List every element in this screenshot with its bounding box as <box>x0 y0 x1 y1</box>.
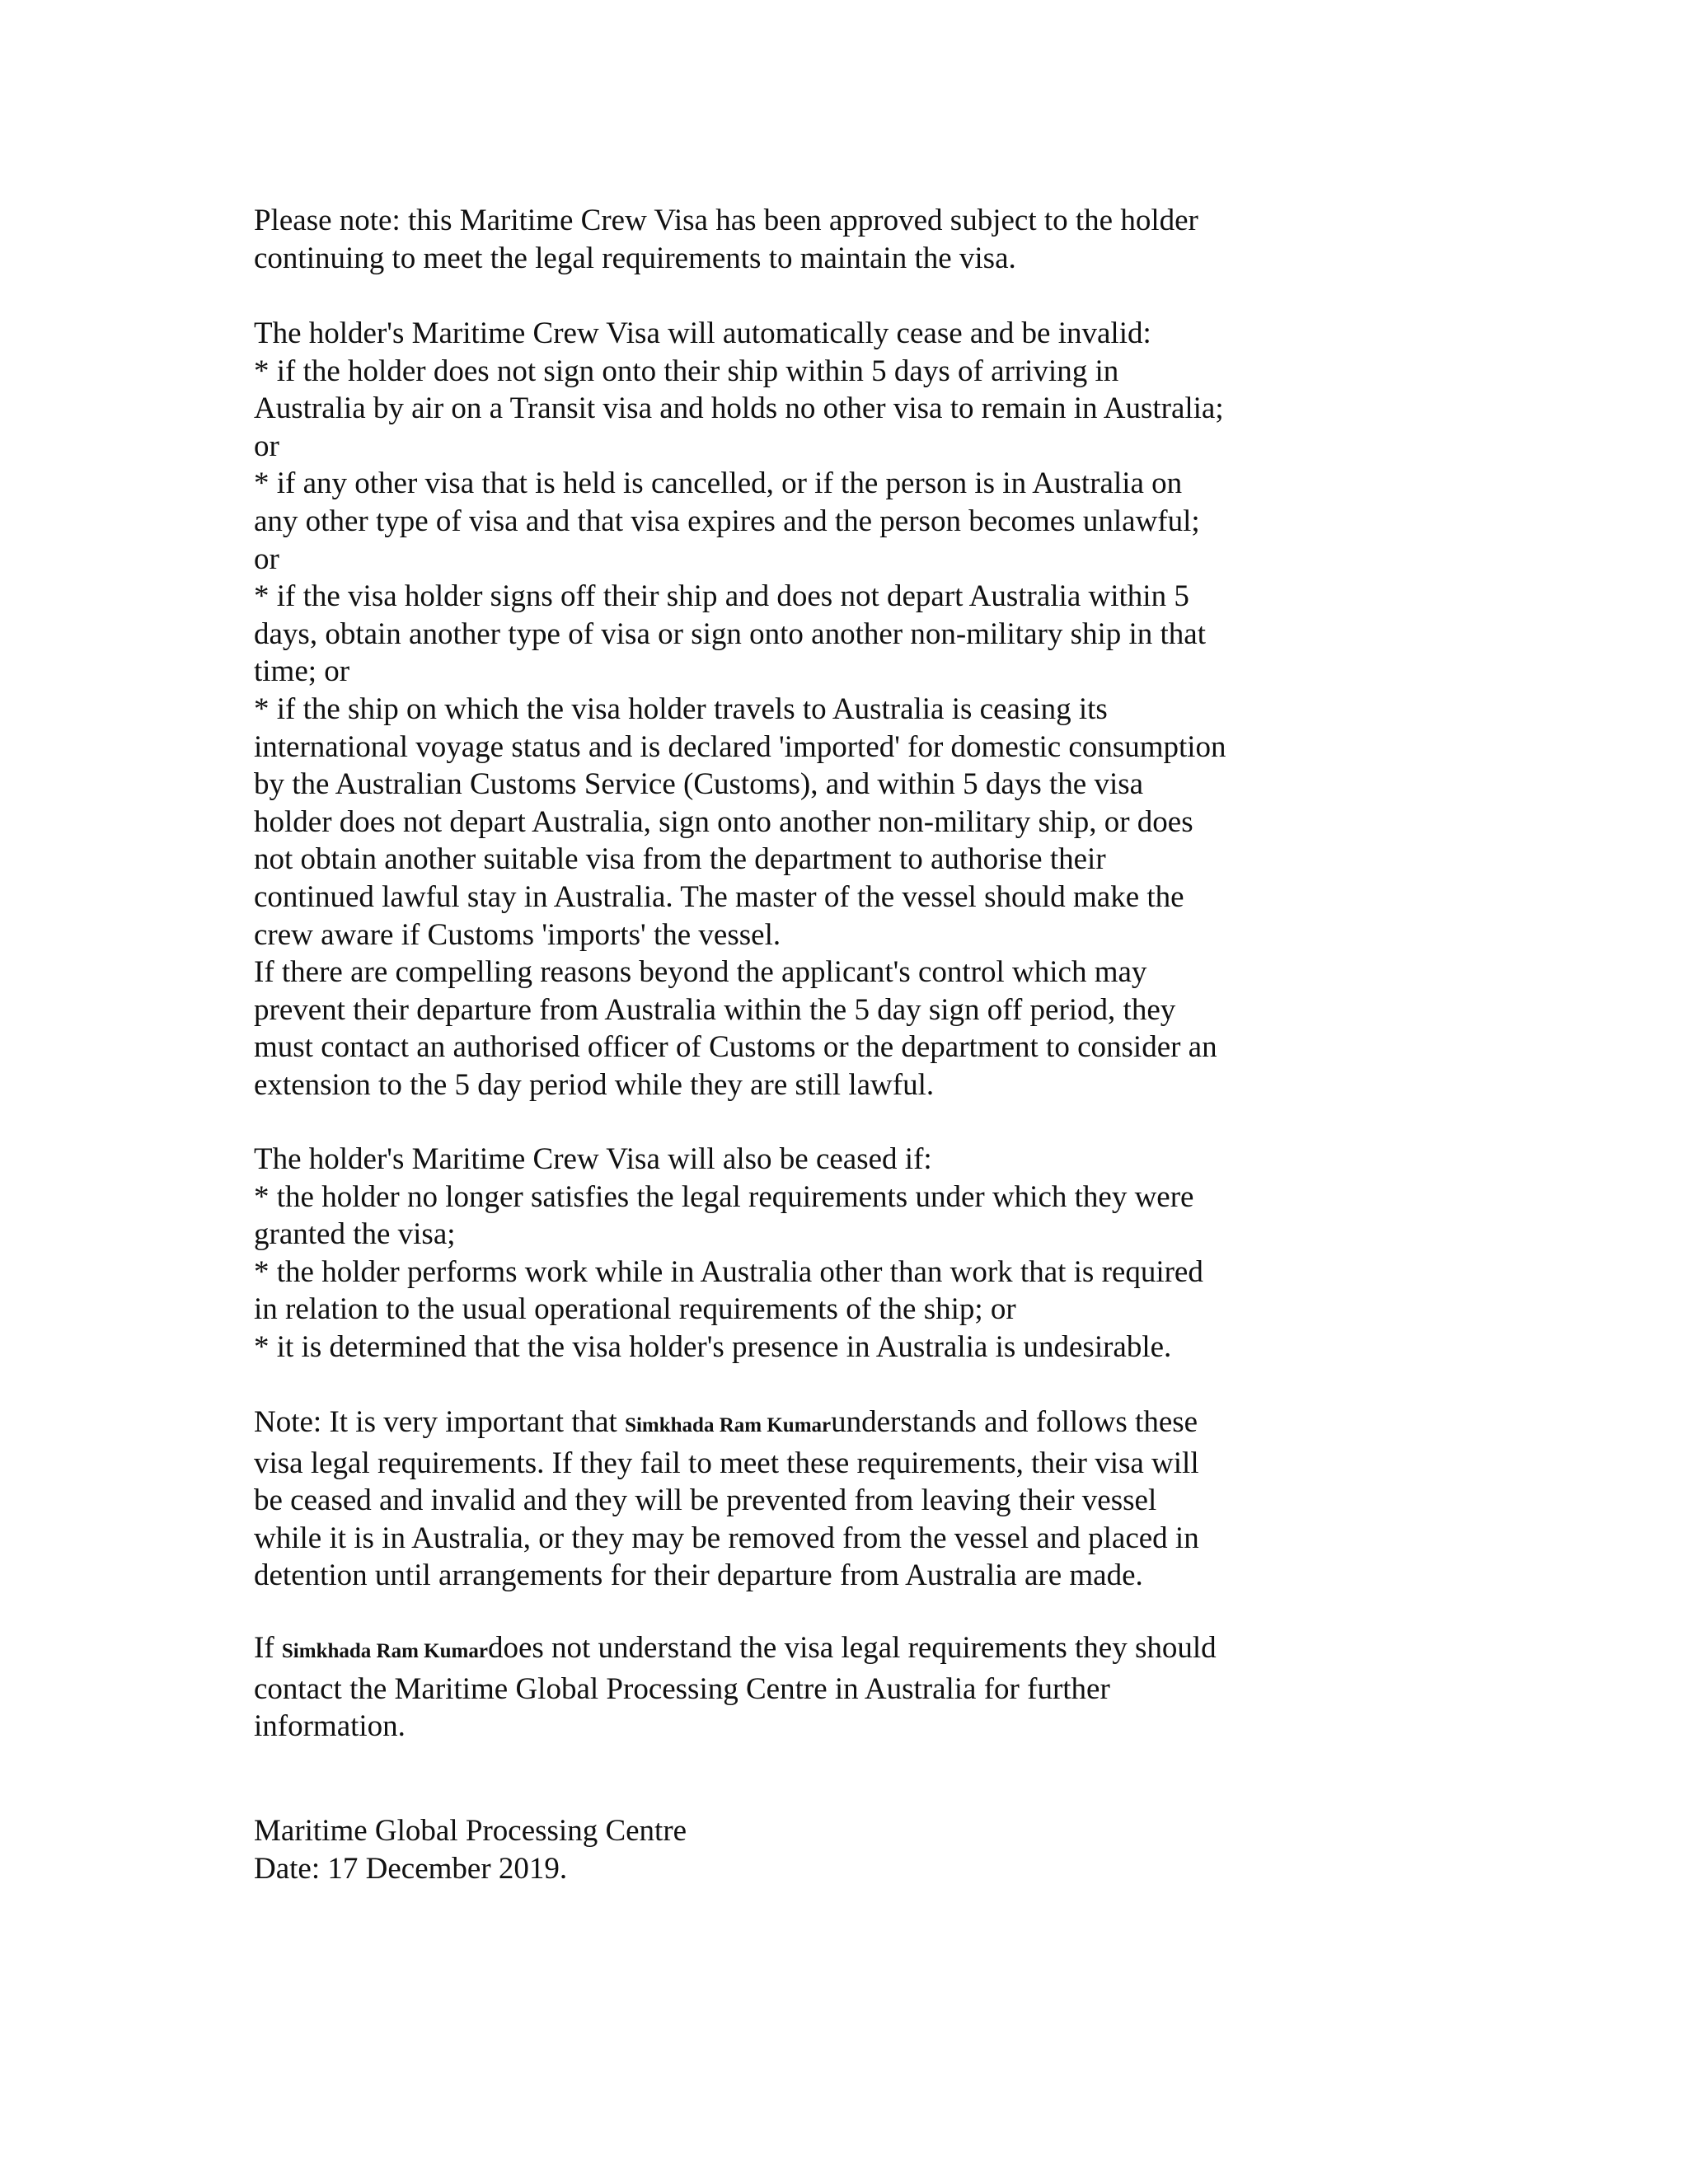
issuer-name: Maritime Global Processing Centre <box>254 1814 687 1848</box>
paragraph-line: crew aware if Customs 'imports' the vessel. <box>254 917 781 952</box>
paragraph-line: while it is in Australia, or they may be removed from the vessel and placed in <box>254 1521 1199 1555</box>
paragraph-line: international voyage status and is declared 'imported' for domestic consumption <box>254 729 1226 764</box>
paragraph-line: * if the holder does not sign onto their ship within 5 days of arriving in <box>254 354 1119 388</box>
paragraph-heading: The holder's Maritime Crew Visa will automatically cease and be invalid: <box>254 316 1151 350</box>
paragraph-heading: The holder's Maritime Crew Visa will also be ceased if: <box>254 1142 932 1176</box>
paragraph-line: continuing to meet the legal requirements to maintain the visa. <box>254 241 1016 275</box>
note-prefix: Note: It is very important that <box>254 1405 626 1439</box>
paragraph-line: be ceased and invalid and they will be prevented from leaving their vessel <box>254 1483 1157 1518</box>
paragraph-line: visa legal requirements. If they fail to meet these requirements, their visa will <box>254 1446 1199 1480</box>
paragraph-line: or <box>254 541 279 576</box>
paragraph-line: prevent their departure from Australia within the 5 day sign off period, they <box>254 992 1176 1027</box>
paragraph-line: continued lawful stay in Australia. The master of the vessel should make the <box>254 879 1184 914</box>
paragraph-line: * it is determined that the visa holder's presence in Australia is undesirable. <box>254 1329 1172 1364</box>
paragraph-line: * if the visa holder signs off their ship and does not depart Australia within 5 <box>254 579 1189 614</box>
paragraph-line: in relation to the usual operational requirements of the ship; or <box>254 1292 1016 1327</box>
paragraph-line: holder does not depart Australia, sign onto another non-military ship, or does <box>254 804 1193 839</box>
holder-name: Simkhada Ram Kumar <box>625 1414 832 1436</box>
paragraph-line: extension to the 5 day period while they are still lawful. <box>254 1067 935 1102</box>
paragraph-line: or <box>254 429 279 463</box>
note-paragraph <box>254 1404 1325 1595</box>
paragraph-line: must contact an authorised officer of Customs or the department to consider an <box>254 1030 1217 1065</box>
paragraph-line: days, obtain another type of visa or sign onto another non-military ship in that <box>254 616 1207 651</box>
paragraph-line: * the holder performs work while in Australia other than work that is required <box>254 1254 1203 1289</box>
paragraph-line: * if the ship on which the visa holder travels to Australia is ceasing its <box>254 691 1108 726</box>
paragraph-line: Please note: this Maritime Crew Visa has been approved subject to the holder <box>254 204 1198 237</box>
contact-paragraph <box>254 1629 1325 1746</box>
paragraph-line: any other type of visa and that visa expires and the person becomes unlawful; <box>254 504 1200 538</box>
paragraph-line: information. <box>254 1709 406 1744</box>
contact-first-line-rest: does not understand the visa legal requirements they should <box>487 1631 1217 1665</box>
paragraph-line: Australia by air on a Transit visa and holds no other visa to remain in Australia; <box>254 391 1224 426</box>
paragraph-line <box>254 1629 1325 1671</box>
cease-conditions-paragraph <box>254 315 1325 1104</box>
paragraph-line: * the holder no longer satisfies the legal requirements under which they were <box>254 1179 1194 1214</box>
paragraph-line <box>254 1404 1325 1445</box>
holder-name: Simkhada Ram Kumar <box>281 1640 488 1662</box>
paragraph-line: * if any other visa that is held is cancelled, or if the person is in Australia on <box>254 466 1183 501</box>
issue-date: Date: 17 December 2019. <box>254 1851 568 1886</box>
paragraph-line: time; or <box>254 654 350 689</box>
paragraph-line: If there are compelling reasons beyond the applicant's control which may <box>254 955 1147 990</box>
paragraph-line: granted the visa; <box>254 1217 456 1252</box>
paragraph-line: by the Australian Customs Service (Customs), and within 5 days the visa <box>254 767 1144 802</box>
signature-block <box>254 1812 1325 1887</box>
also-ceased-paragraph <box>254 1141 1325 1366</box>
paragraph-line: not obtain another suitable visa from the department to authorise their <box>254 842 1106 877</box>
paragraph-line: contact the Maritime Global Processing Centre in Australia for further <box>254 1671 1110 1706</box>
contact-prefix: If <box>254 1631 282 1665</box>
intro-paragraph <box>254 202 1325 277</box>
note-first-line-rest: understands and follows these <box>831 1405 1198 1439</box>
paragraph-line: detention until arrangements for their departure from Australia are made. <box>254 1558 1143 1593</box>
